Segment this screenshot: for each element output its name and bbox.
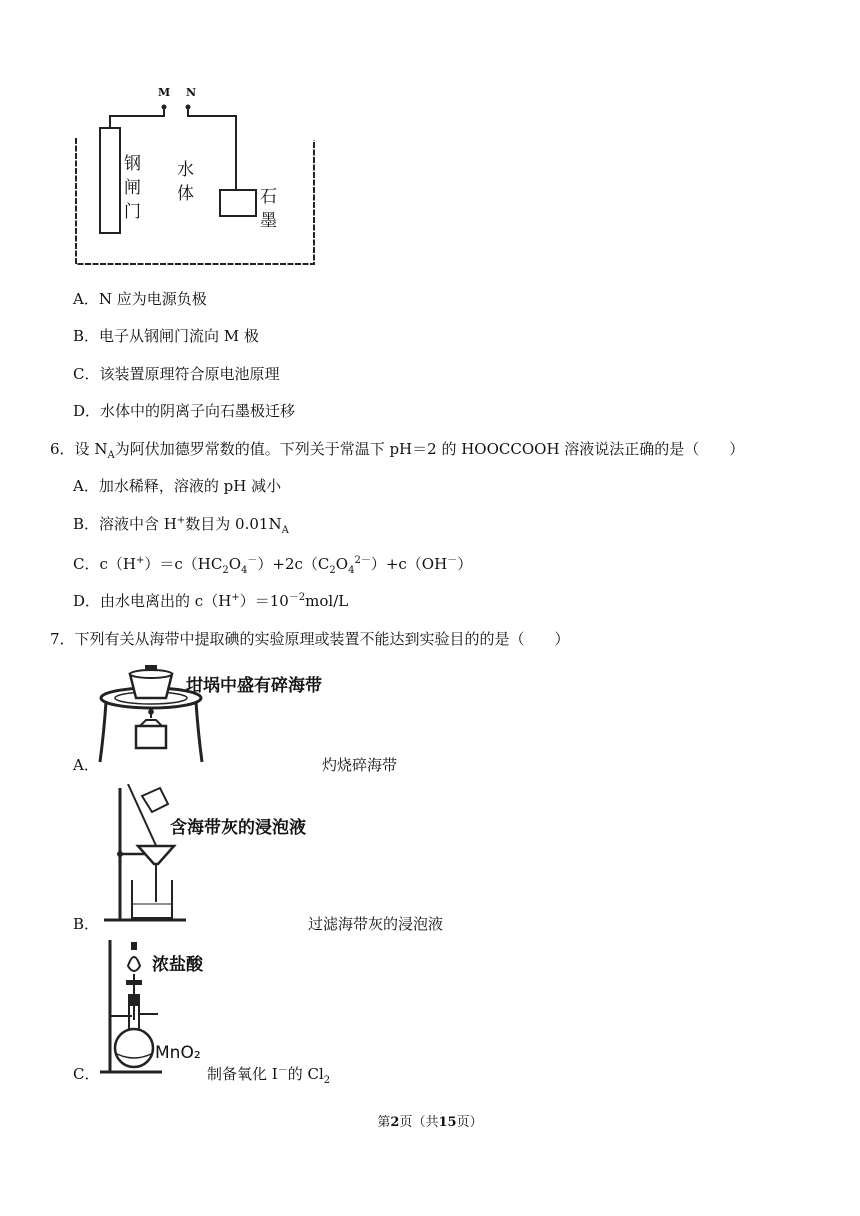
option-text: O	[228, 555, 242, 573]
option-letter: C．	[73, 365, 100, 383]
superscript: +	[135, 555, 145, 566]
crucible-figure-label: 坩埚中盛有碎海带	[186, 676, 322, 696]
wire-n	[188, 108, 236, 190]
subscript: 4	[348, 565, 355, 576]
option-text: 该装置原理符合原电池原理	[99, 365, 280, 383]
terminal-m-label: M	[158, 86, 171, 99]
q7-option-c-caption	[207, 1064, 330, 1084]
superscript: －2	[288, 592, 306, 603]
superscript: +	[231, 592, 240, 603]
option-text: mol/L	[305, 592, 349, 610]
q5-option-b	[73, 326, 259, 346]
q6-stem	[50, 439, 744, 459]
subscript: 2	[222, 565, 229, 576]
option-text: O	[335, 555, 349, 573]
subscript: A	[281, 525, 289, 536]
question-number: 7．	[50, 630, 75, 648]
water-tank	[76, 138, 314, 264]
superscript: －	[247, 555, 258, 566]
question-number: 6．	[50, 440, 75, 458]
stem-text: 为阿伏加德罗常数的值。下列关于常温下 pH＝2 的 HOOCCOOH 溶液说法正确的是（ ）	[114, 440, 745, 458]
option-text: N 应为电源负极	[98, 290, 207, 308]
graphite-electrode	[220, 190, 256, 216]
option-letter: A．	[73, 477, 99, 495]
q7-option-b-caption: 过滤海带灰的浸泡液	[308, 915, 444, 933]
subscript: 4	[241, 565, 248, 576]
caption-text: 的 Cl	[287, 1065, 324, 1083]
q7-option-a	[73, 755, 99, 775]
wire-m	[110, 108, 164, 128]
option-text: 由水电离出的 c（H	[100, 592, 232, 610]
total-pages-number: 15	[438, 1115, 457, 1130]
steel-gate-electrode	[100, 128, 120, 233]
conc-hcl-label: 浓盐酸	[152, 955, 203, 975]
graphite-label: 石墨	[260, 187, 277, 231]
option-text: 加水稀释，溶液的 pH 减小	[98, 477, 282, 495]
stem-text: 设 N	[74, 440, 108, 458]
footer-text: 页（共	[399, 1115, 439, 1130]
superscript: －	[277, 1065, 288, 1076]
subscript: 2	[323, 1075, 331, 1086]
option-letter: B．	[73, 515, 100, 533]
option-text: ）+c（OH	[370, 555, 448, 573]
q6-option-c	[73, 554, 472, 574]
option-letter: C．	[73, 555, 100, 573]
q6-option-d	[73, 591, 348, 611]
q7-option-b	[73, 914, 99, 934]
option-letter: A．	[73, 290, 99, 308]
stem-text: 下列有关从海带中提取碘的实验原理或装置不能达到实验目的的是（ ）	[74, 630, 570, 648]
superscript: －	[447, 555, 458, 566]
option-text: ）	[457, 555, 473, 573]
option-letter: A．	[73, 756, 99, 774]
option-text: 数目为 0.01N	[185, 515, 282, 533]
current-page-number: 2	[390, 1115, 400, 1130]
filtration-figure-label: 含海带灰的浸泡液	[170, 818, 306, 838]
option-text: ）+2c（C	[257, 555, 330, 573]
option-letter: C．	[73, 1065, 100, 1083]
page-footer	[0, 1111, 860, 1130]
option-letter: D．	[73, 402, 101, 420]
q6-option-b	[73, 514, 289, 534]
superscript: +	[176, 515, 186, 526]
option-letter: B．	[73, 915, 100, 933]
q7-option-a-caption: 灼烧碎海带	[322, 756, 398, 774]
water-label: 水体	[177, 160, 194, 204]
option-text: ）＝c（HC	[144, 555, 223, 573]
electrochemistry-diagram	[70, 80, 330, 272]
terminal-n-label: N	[186, 86, 197, 99]
superscript: 2－	[354, 555, 371, 566]
q5-option-d	[73, 401, 295, 421]
q7-option-c	[73, 1064, 99, 1084]
q5-option-a	[73, 289, 207, 309]
q7-stem	[50, 629, 570, 649]
footer-text: 第	[377, 1115, 391, 1130]
option-text: 溶液中含 H	[99, 515, 177, 533]
option-text: 水体中的阴离子向石墨极迁移	[100, 402, 296, 420]
option-text: c（H	[99, 555, 136, 573]
subscript: A	[107, 450, 115, 461]
option-text: 电子从钢闸门流向 M 极	[99, 327, 259, 345]
option-text: ）＝10	[239, 592, 289, 610]
caption-text: 制备氧化 I	[207, 1065, 278, 1083]
option-letter: B．	[73, 327, 100, 345]
option-letter: D．	[73, 592, 101, 610]
q5-option-c	[73, 364, 280, 384]
q6-option-a	[73, 476, 281, 496]
footer-text: 页）	[456, 1115, 483, 1130]
mno2-label: MnO₂	[155, 1043, 201, 1063]
subscript: 2	[329, 565, 336, 576]
filtration-apparatus-figure	[98, 784, 188, 924]
steel-gate-label: 钢闸门	[124, 154, 141, 222]
